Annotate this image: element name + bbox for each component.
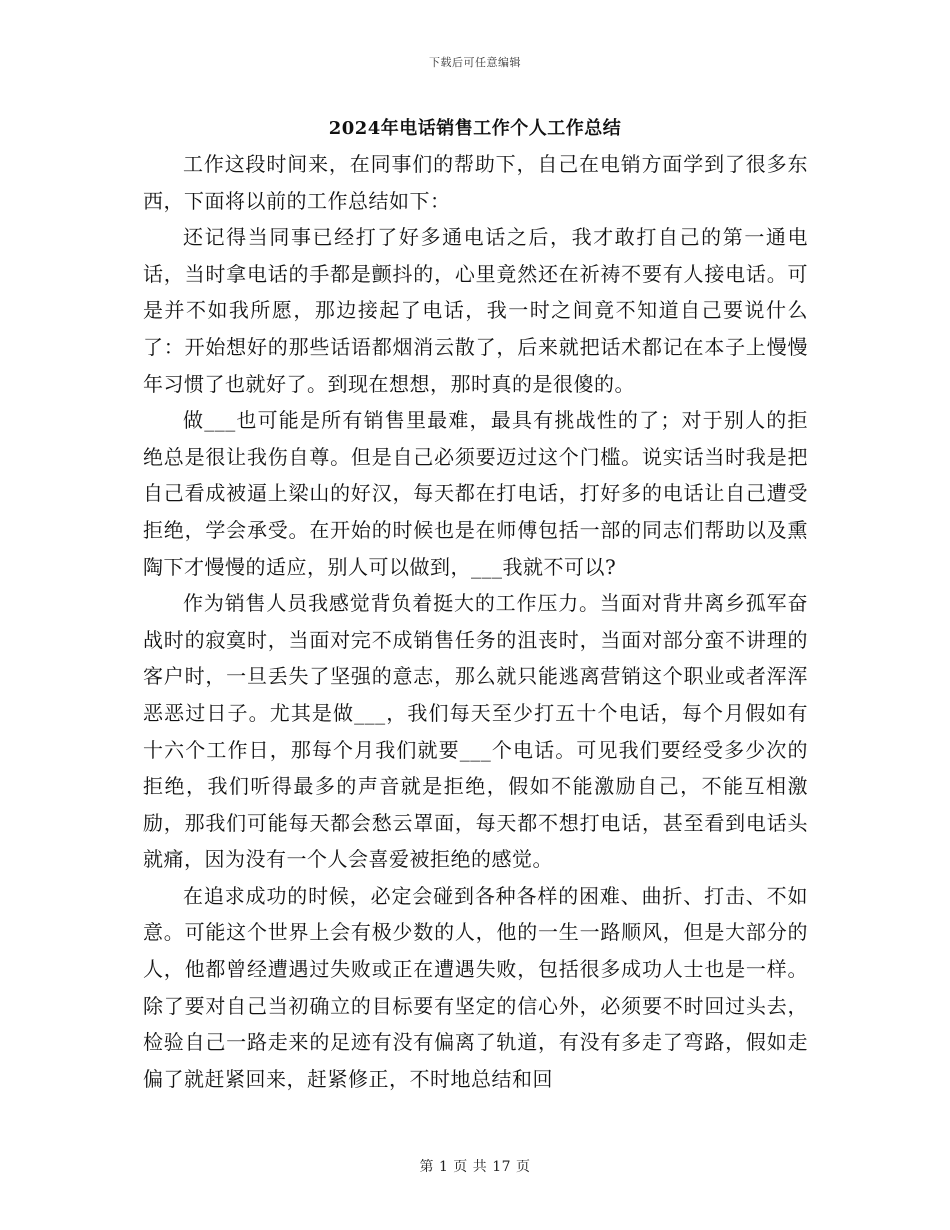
- paragraph-rejection: 做___也可能是所有销售里最难，最具有挑战性的了；对于别人的拒绝总是很让我伤自尊。但是自己必须要迈过这个门槛。说实话当时我是把自己看成被逼上梁山的好汉，每天都在打电话，打好多的电话让自己遭受拒绝，学会承受。在开始的时候也是在师傅包括一部的同志们帮助以及熏陶下才慢慢的适应，别人可以做到，___我就不可以?: [143, 408, 808, 579]
- document-body: [143, 146, 808, 1097]
- page-number-footer: 第 1 页 共 17 页: [419, 1159, 531, 1175]
- paragraph-intro: 工作这段时间来，在同事们的帮助下，自己在电销方面学到了很多东西，下面将以前的工作总结如下：: [143, 152, 808, 213]
- document-title: 2024年电话销售工作个人工作总结: [328, 118, 622, 139]
- paragraph-pressure: 作为销售人员我感觉背负着挺大的工作压力。当面对背井离乡孤军奋战时的寂寞时，当面对完不成销售任务的沮丧时，当面对部分蛮不讲理的客户时，一旦丢失了坚强的意志，那么就只能逃离营销这个职业或者浑浑恶恶过日子。尤其是做___，我们每天至少打五十个电话，每个月假如有十六个工作日，那每个月我们就要___个电话。可见我们要经受多少次的拒绝，我们听得最多的声音就是拒绝，假如不能激励自己，不能互相激励，那我们可能每天都会愁云罩面，每天都不想打电话，甚至看到电话头就痛，因为没有一个人会喜爱被拒绝的感觉。: [143, 591, 808, 872]
- paragraph-first-call: 还记得当同事已经打了好多通电话之后，我才敢打自己的第一通电话，当时拿电话的手都是颤抖的，心里竟然还在祈祷不要有人接电话。可是并不如我所愿，那边接起了电话，我一时之间竟不知道自己要说什么了：开始想好的那些话语都烟消云散了，后来就把话术都记在本子上慢慢年习惯了也就好了。到现在想想，那时真的是很傻的。: [143, 225, 808, 396]
- paragraph-success: 在追求成功的时候，必定会碰到各种各样的困难、曲折、打击、不如意。可能这个世界上会有极少数的人，他的一生一路顺风，但是大部分的人，他都曾经遭遇过失败或正在遭遇失败，包括很多成功人士也是一样。除了要对自己当初确立的目标要有坚定的信心外，必须要不时回过头去，检验自己一路走来的足迹有没有偏离了轨道，有没有多走了弯路，假如走偏了就赶紧回来，赶紧修正，不时地总结和回: [143, 883, 808, 1091]
- page-header-note: 下载后可任意编辑: [429, 56, 521, 69]
